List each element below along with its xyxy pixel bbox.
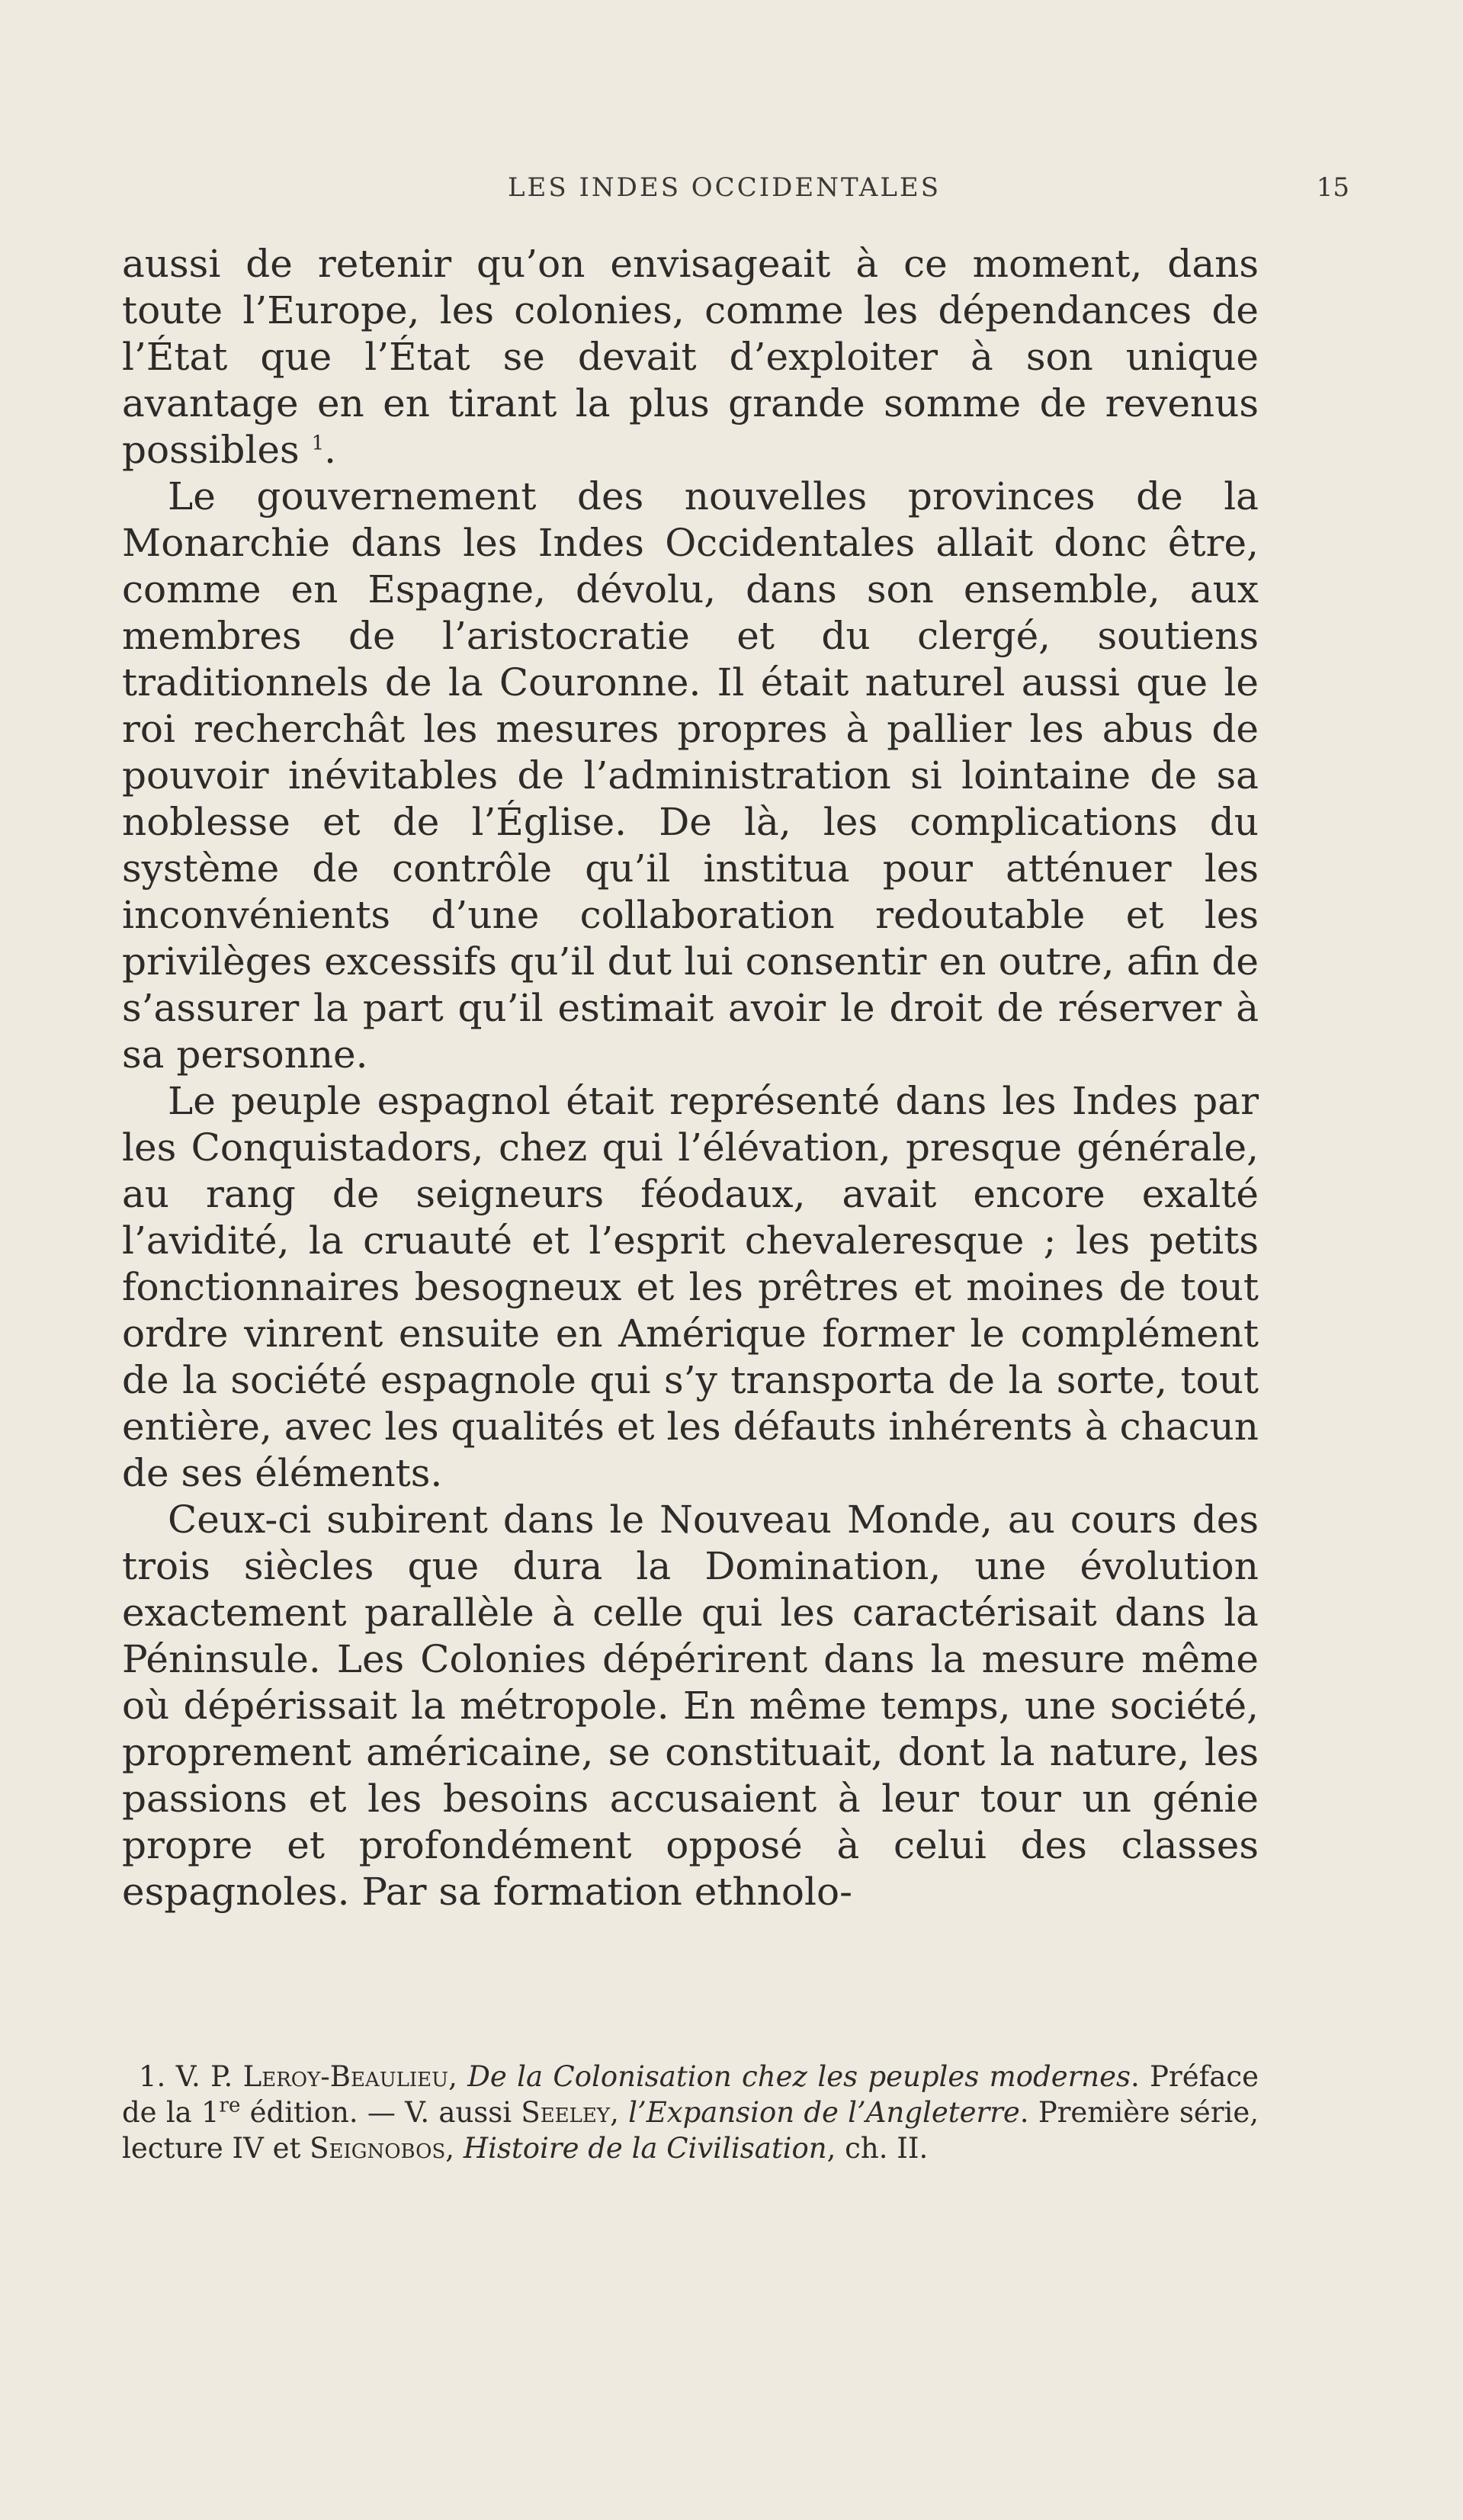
footnote-edition: édition. — V. aussi bbox=[249, 2096, 512, 2129]
footnote-serie: Première série, lecture IV et bbox=[122, 2096, 1259, 2165]
paragraph-1 bbox=[122, 241, 1259, 474]
body-text bbox=[122, 241, 1259, 1915]
footnote-preface-sup: re bbox=[219, 2094, 241, 2117]
footnote-number: 1. bbox=[139, 2060, 166, 2093]
footnotes bbox=[122, 2059, 1259, 2166]
footnote-v1: V. P. bbox=[175, 2060, 233, 2093]
footnote-author-2: Seeley bbox=[521, 2096, 611, 2129]
footnote-author-1: Leroy-Beaulieu bbox=[242, 2060, 449, 2093]
paragraph-1-end: . bbox=[324, 428, 337, 472]
paragraph-4: Ceux-ci subirent dans le Nouveau Monde, au cours des trois siècles que dura la Domination, une évolution exactement parallèle à celle qui les caractérisait dans la Péninsule. Les Colonies dépérirent dans la mesure même où dépérissait la métropole. En même temps, une société, proprement américaine, se constituait, dont la nature, les passions et les besoins accusaient à leur tour un génie propre et profondément opposé à celui des classes espagnoles. Par sa formation ethnolo- bbox=[122, 1498, 1259, 1914]
paragraph-1-text: aussi de retenir qu’on envisageait à ce moment, dans toute l’Europe, les colonies, comme les dépendances de l’État que l’État se devait d’exploiter à son unique avantage en en tirant la plus grande somme de revenus possibles bbox=[122, 242, 1259, 472]
footnote-title-2: l’Expansion de l’Angleterre bbox=[628, 2096, 1020, 2129]
paragraph-2: Le gouvernement des nouvelles provinces de la Monarchie dans les Indes Occidentales allait donc être, comme en Espagne, dévolu, dans son ensemble, aux membres de l’aristocratie et du clergé, soutiens traditionnels de la Couronne. Il était naturel aussi que le roi recherchât les mesures propres à pallier les abus de pouvoir inévitables de l’administration si lointaine de sa noblesse et de l’Église. De là, les complications du système de contrôle qu’il institua pour atténuer les inconvénients d’une collaboration redoutable et les privilèges excessifs qu’il dut lui consentir en outre, afin de s’assurer la part qu’il estimait avoir le droit de réserver à sa personne. bbox=[122, 474, 1259, 1077]
paragraph-3: Le peuple espagnol était représenté dans les Indes par les Conquistadors, chez qui l’élévation, presque générale, au rang de seigneurs féodaux, avait encore exalté l’avidité, la cruauté et l’esprit chevaleresque ; les petits fonctionnaires besogneux et les prêtres et moines de tout ordre vinrent ensuite en Amérique former le complément de la société espagnole qui s’y transporta de la sorte, tout entière, avec les qualités et les défauts inhérents à chacun de ses éléments. bbox=[122, 1079, 1259, 1495]
footnote-chapter: ch. II. bbox=[845, 2132, 929, 2165]
page-number: 15 bbox=[1316, 172, 1349, 203]
running-title: LES INDES OCCIDENTALES bbox=[507, 172, 942, 203]
footnote-author-3: Seignobos bbox=[310, 2132, 446, 2165]
footnote-reference[interactable]: 1 bbox=[311, 432, 325, 455]
running-head bbox=[122, 172, 1349, 210]
footnote-title-3: Histoire de la Civilisation bbox=[463, 2132, 827, 2165]
footnote-preface: Préface de la 1 bbox=[122, 2060, 1259, 2129]
footnote-title-1: De la Colonisation chez les peuples modernes bbox=[467, 2060, 1131, 2093]
footnote-1: 1. V. P. Leroy-Beaulieu, De la Colonisation chez les peuples modernes. Préface de la 1re édition. — V. aussi Seeley, l’Expansion de l’Angleterre. Première série, lecture IV et Seignobos, Histoire de la Civilisation, ch. II. bbox=[122, 2060, 1259, 2165]
